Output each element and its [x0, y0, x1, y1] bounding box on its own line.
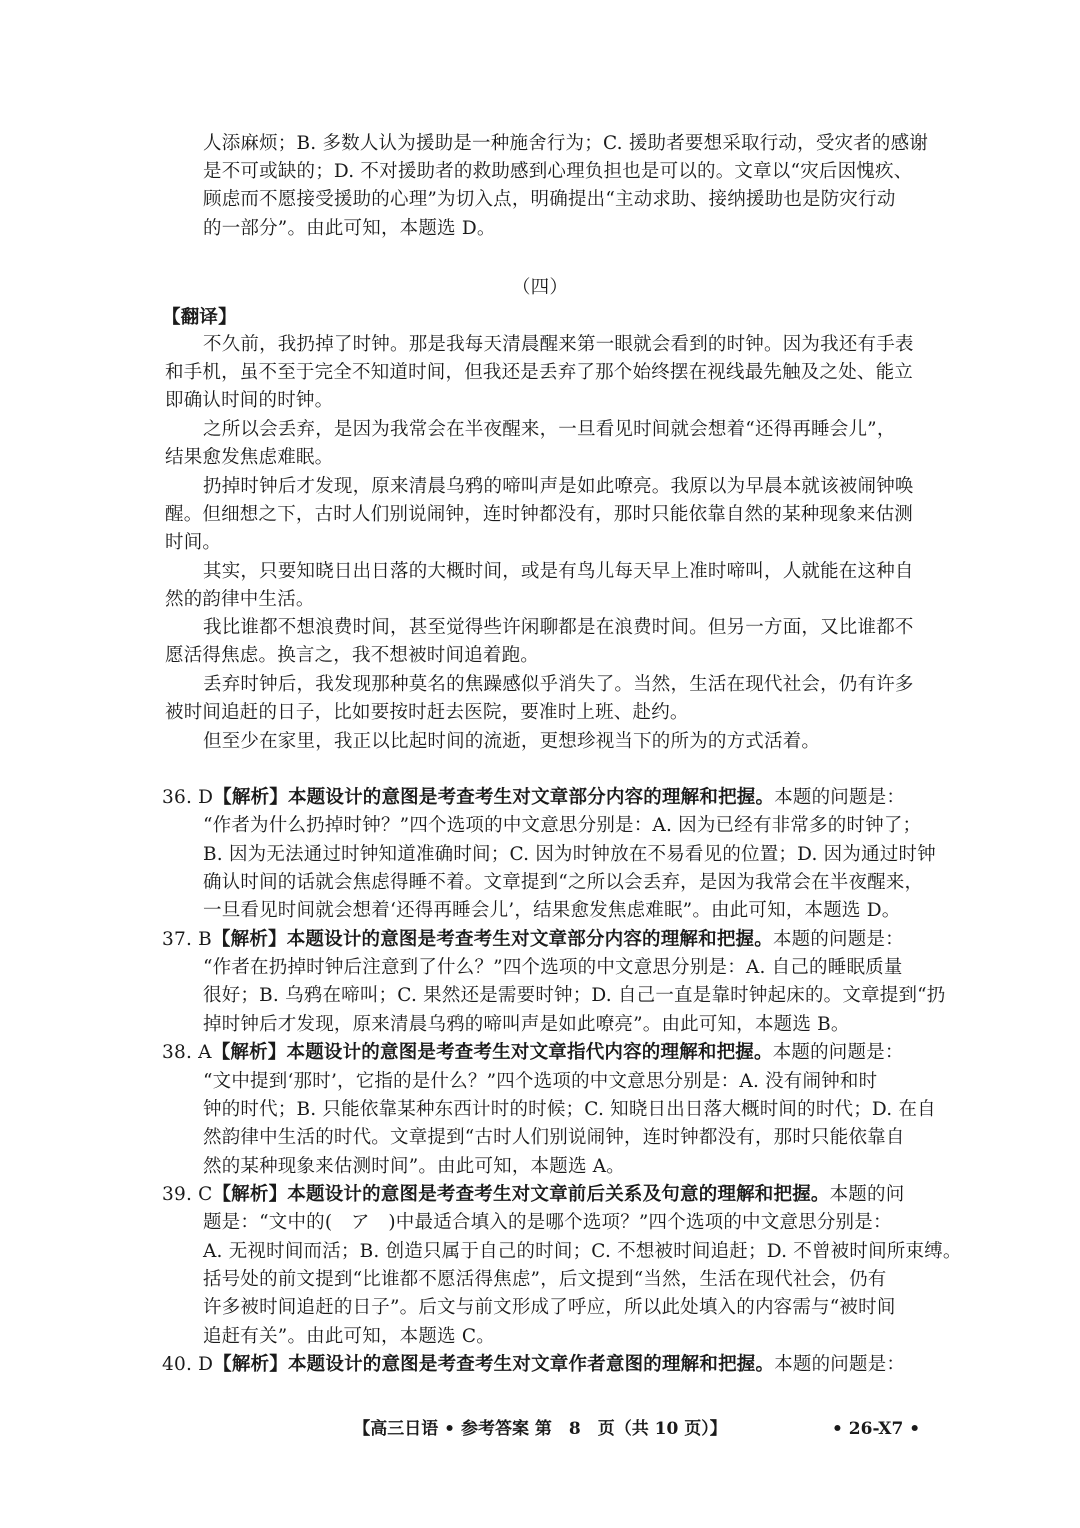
analysis-tag: 【解析】 — [213, 1354, 288, 1375]
translation-line: 丢弃时钟后，我发现那种莫名的焦躁感似乎消失了。当然，生活在现代社会，仍有许多 — [203, 674, 914, 695]
answer-37-line: 掉时钟后才发现，原来清晨乌鸦的啼叫声是如此嘹亮”。由此可知，本题选 B。 — [203, 1014, 850, 1035]
question-number: 39. — [162, 1184, 193, 1205]
analysis-rest: 本题的问题是： — [772, 929, 904, 950]
intro-line-1: 人添麻烦；B. 多数人认为援助是一种施舍行为；C. 援助者要想采取行动，受灾者的感谢 — [203, 133, 929, 154]
answer-40-header — [162, 1351, 905, 1379]
answer-38-line: 然的某种现象来估测时间”。由此可知，本题选 A。 — [203, 1156, 626, 1177]
translation-line: 扔掉时钟后才发现，原来清晨乌鸦的啼叫声是如此嘹亮。我原以为早晨本就该被闹钟唤 — [203, 476, 914, 497]
answer-letter: C — [198, 1184, 213, 1205]
translation-line: 然的韵律中生活。 — [165, 589, 315, 610]
translation-line: 之所以会丢弃，是因为我常会在半夜醒来，一旦看见时间就会想着“还得再睡会儿”， — [203, 419, 896, 440]
answer-38-header — [162, 1039, 904, 1067]
analysis-tag: 【解析】 — [213, 787, 288, 808]
answer-37-header — [162, 926, 904, 954]
translation-line: 愿活得焦虑。换言之，我不想被时间追着跑。 — [165, 645, 540, 666]
analysis-intent: 本题设计的意图是考查考生对文章部分内容的理解和把握。 — [286, 929, 773, 950]
analysis-rest: 本题的问题是： — [774, 1354, 906, 1375]
translation-heading: 【翻译】 — [162, 307, 237, 328]
answer-39-header — [162, 1181, 904, 1209]
analysis-intent: 本题设计的意图是考查考生对文章指代内容的理解和把握。 — [286, 1042, 773, 1063]
answer-39-line: 许多被时间追赶的日子”。后文与前文形成了呼应，所以此处填入的内容需与“被时间 — [203, 1297, 896, 1318]
answer-37-line: “作者在扔掉时钟后注意到了什么？”四个选项的中文意思分别是：A. 自己的睡眠质量 — [203, 957, 903, 978]
answer-36-line: 一旦看见时间就会想着‘还得再睡会儿’，结果愈发焦虑难眠”。由此可知，本题选 D。 — [203, 900, 901, 921]
question-number: 40. — [162, 1354, 193, 1375]
translation-line: 结果愈发焦虑难眠。 — [165, 447, 334, 468]
page-footer: 【高三日语 • 参考答案 第 8 页（共 10 页）】 — [353, 1419, 727, 1439]
paper-code: • 26-X7 • — [832, 1419, 921, 1439]
translation-line: 但至少在家里，我正以比起时间的流逝，更想珍视当下的所为的方式活着。 — [203, 731, 821, 752]
answer-letter: B — [198, 929, 212, 950]
intro-line-4: 的一部分”。由此可知，本题选 D。 — [203, 218, 496, 239]
answer-39-line: A. 无视时间而活；B. 创造只属于自己的时间；C. 不想被时间追赶；D. 不曾被时间所束缚。 — [203, 1241, 962, 1262]
answer-39-line: 追赶有关”。由此可知，本题选 C。 — [203, 1326, 495, 1347]
analysis-rest: 本题的问 — [829, 1184, 905, 1205]
translation-line: 不久前，我扔掉了时钟。那是我每天清晨醒来第一眼就会看到的时钟。因为我还有手表 — [203, 334, 914, 355]
answer-letter: D — [198, 1354, 214, 1375]
translation-line: 我比谁都不想浪费时间，甚至觉得些许闲聊都是在浪费时间。但另一方面，又比谁都不 — [203, 617, 914, 638]
answer-38-line: 然韵律中生活的时代。文章提到“古时人们别说闹钟，连时钟都没有，那时只能依靠自 — [203, 1127, 905, 1148]
translation-line: 时间。 — [165, 532, 222, 553]
intro-line-2: 是不可或缺的；D. 不对援助者的救助感到心理负担也是可以的。文章以“灾后因愧疚、 — [203, 161, 913, 182]
translation-line: 其实，只要知晓日出日落的大概时间，或是有鸟儿每天早上准时啼叫，人就能在这种自 — [203, 561, 914, 582]
answer-36-line: 确认时间的话就会焦虑得睡不着。文章提到“之所以会丢弃，是因为我常会在半夜醒来， — [203, 872, 924, 893]
answer-38-line: “文中提到‘那时’，它指的是什么？”四个选项的中文意思分别是：A. 没有闹钟和时 — [203, 1071, 878, 1092]
analysis-tag: 【解析】 — [211, 1042, 287, 1063]
answer-letter: D — [198, 787, 214, 808]
answer-38-line: 钟的时代；B. 只能依靠某种东西计时的时候；C. 知晓日出日落大概时间的时代；D. 在自 — [203, 1099, 936, 1120]
section-title: （四） — [511, 277, 569, 298]
answer-37-line: 很好；B. 乌鸦在啼叫；C. 果然还是需要时钟；D. 自己一直是靠时钟起床的。文章提到“扔 — [203, 985, 946, 1006]
answer-39-line: 题是：“文中的( ア )中最适合填入的是哪个选项？”四个选项的中文意思分别是： — [203, 1212, 892, 1233]
analysis-tag: 【解析】 — [211, 929, 287, 950]
question-number: 36. — [162, 787, 193, 808]
question-number: 37. — [162, 929, 193, 950]
translation-line: 被时间追赶的日子，比如要按时赶去医院，要准时上班、赴约。 — [165, 702, 689, 723]
analysis-tag: 【解析】 — [212, 1184, 288, 1205]
answer-36-line: “作者为什么扔掉时钟？”四个选项的中文意思分别是：A. 因为已经有非常多的时钟了； — [203, 815, 922, 836]
answer-letter: A — [198, 1042, 212, 1063]
answer-36-header — [162, 784, 905, 812]
translation-line: 醒。但细想之下，古时人们别说闹钟，连时钟都没有，那时只能依靠自然的某种现象来估测 — [165, 504, 914, 525]
analysis-rest: 本题的问题是： — [772, 1042, 904, 1063]
translation-line: 和手机，虽不至于完全不知道时间，但我还是丢弃了那个始终摆在视线最先触及之处、能立 — [165, 362, 914, 383]
translation-line: 即确认时间的时钟。 — [165, 390, 334, 411]
analysis-intent: 本题设计的意图是考查考生对文章作者意图的理解和把握。 — [287, 1354, 775, 1375]
analysis-intent: 本题设计的意图是考查考生对文章部分内容的理解和把握。 — [287, 787, 775, 808]
answer-39-line: 括号处的前文提到“比谁都不愿活得焦虑”，后文提到“当然，生活在现代社会，仍有 — [203, 1269, 887, 1290]
intro-line-3: 顾虑而不愿接受援助的心理”为切入点，明确提出“主动求助、接纳援助也是防灾行动 — [203, 189, 896, 210]
analysis-rest: 本题的问题是： — [774, 787, 906, 808]
answer-36-line: B. 因为无法通过时钟知道准确时间；C. 因为时钟放在不易看见的位置；D. 因为通过时钟 — [203, 844, 936, 865]
question-number: 38. — [162, 1042, 193, 1063]
analysis-intent: 本题设计的意图是考查考生对文章前后关系及句意的理解和把握。 — [287, 1184, 830, 1205]
